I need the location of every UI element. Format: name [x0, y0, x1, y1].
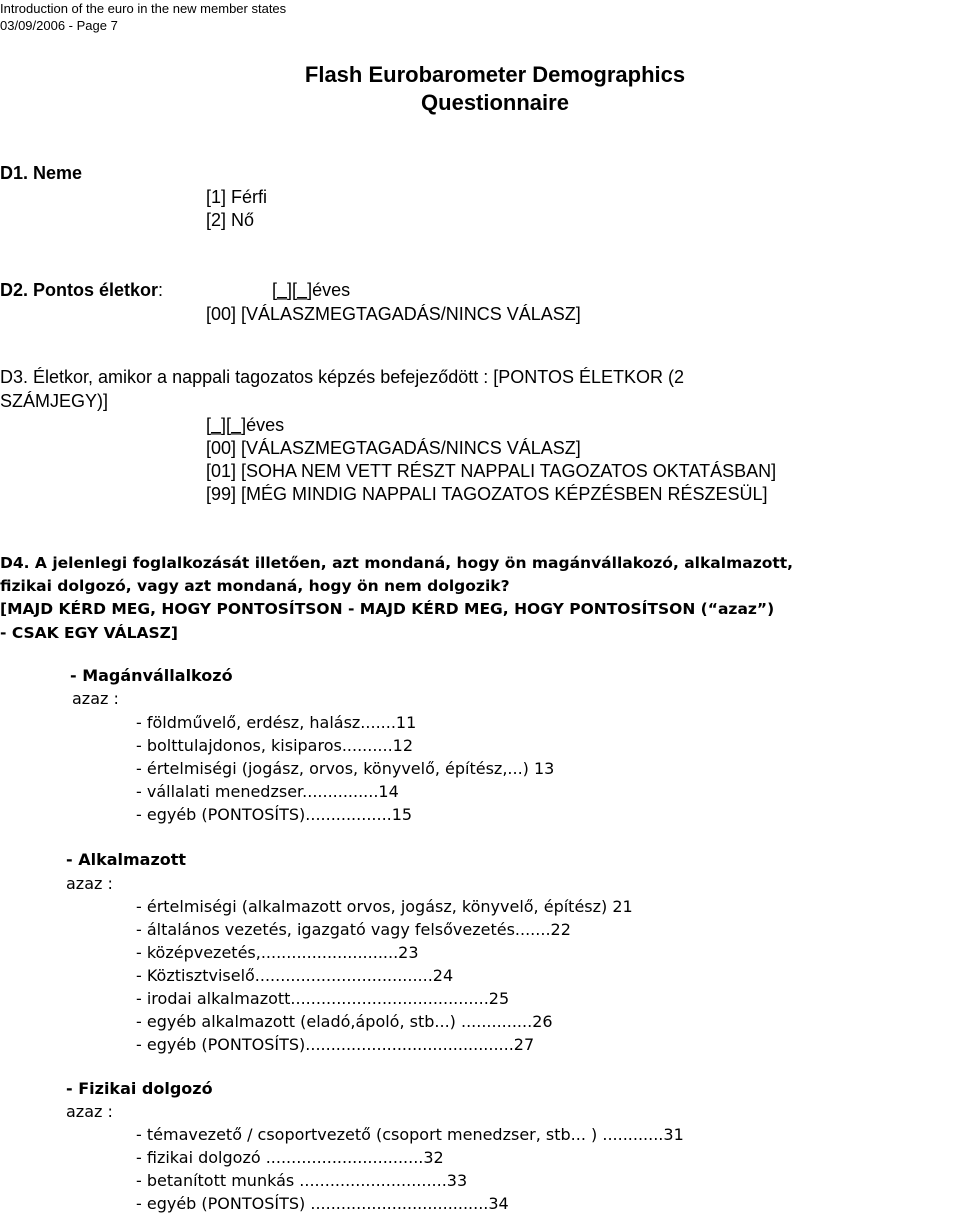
group-azaz-label: azaz : [66, 874, 113, 893]
option-13: - értelmiségi (jogász, orvos, könyvelő, építész,...) 13 [136, 759, 555, 778]
d1-label: D1. Neme [0, 163, 83, 183]
d2-age-field: [_][_]éves [272, 280, 351, 300]
d1-option-female: [2] Nő [206, 210, 255, 230]
group-azaz-label: azaz : [66, 1102, 113, 1121]
option-11: - földművelő, erdész, halász.......11 [136, 713, 417, 732]
date-and-page: 03/09/2006 - Page 7 [0, 18, 118, 33]
option-33: - betanított munkás .............................33 [136, 1171, 468, 1190]
d3-label-line1: D3. Életkor, amikor a nappali tagozatos képzés befejeződött : [PONTOS ÉLETKOR (2 [0, 367, 684, 387]
option-31: - témavezető / csoportvezető (csoport menedzser, stb... ) ............31 [136, 1125, 684, 1144]
d2-age-digit2: _ [297, 280, 308, 300]
group-heading-manual-worker: - Fizikai dolgozó [66, 1079, 213, 1098]
d4-instruction-line1: [MAJD KÉRD MEG, HOGY PONTOSÍTSON - MAJD KÉRD MEG, HOGY PONTOSÍTSON (“azaz”) [0, 600, 775, 618]
group-heading-self-employed: - Magánvállalkozó [70, 666, 233, 685]
page-title-line2: Questionnaire [421, 90, 569, 115]
option-34: - egyéb (PONTOSÍTS) ...................................34 [136, 1194, 509, 1213]
option-22: - általános vezetés, igazgató vagy felsővezetés.......22 [136, 920, 571, 939]
d3-age-field: [_][_]éves [206, 415, 285, 435]
d1-option-male: [1] Férfi [206, 187, 268, 207]
d2-refusal-option: [00] [VÁLASZMEGTAGADÁS/NINCS VÁLASZ] [206, 304, 581, 324]
document-header [0, 0, 286, 34]
option-27: - egyéb (PONTOSÍTS).........................................27 [136, 1035, 535, 1054]
option-21: - értelmiségi (alkalmazott orvos, jogász, könyvelő, építész) 21 [136, 897, 633, 916]
d3-label-line2: SZÁMJEGY)] [0, 391, 109, 411]
option-32: - fizikai dolgozó ...............................32 [136, 1148, 444, 1167]
option-24: - Köztisztviselő...................................24 [136, 966, 454, 985]
d2-question [0, 279, 163, 301]
d3-option-refusal: [00] [VÁLASZMEGTAGADÁS/NINCS VÁLASZ] [206, 438, 581, 458]
group-heading-employee: - Alkalmazott [66, 850, 187, 869]
document-title: Introduction of the euro in the new member states [0, 1, 287, 16]
option-25: - irodai alkalmazott.......................................25 [136, 989, 510, 1008]
d4-question-line2: fizikai dolgozó, vagy azt mondaná, hogy ön nem dolgozik? [0, 577, 510, 595]
d4-question-line1: D4. A jelenlegi foglalkozását illetően, azt mondaná, hogy ön magánvállakozó, alkalmazott, [0, 554, 794, 572]
option-23: - középvezetés,...........................23 [136, 943, 419, 962]
option-26: - egyéb alkalmazott (eladó,ápoló, stb...) ..............26 [136, 1012, 553, 1031]
option-14: - vállalati menedzser...............14 [136, 782, 399, 801]
group-azaz-label: azaz : [72, 689, 119, 708]
d4-instruction-line2: - CSAK EGY VÁLASZ] [0, 624, 178, 642]
d3-age-digit2: _ [231, 415, 242, 435]
d2-age-digit1: _ [277, 280, 288, 300]
option-12: - bolttulajdonos, kisiparos..........12 [136, 736, 414, 755]
d3-age-digit1: _ [211, 415, 222, 435]
d3-option-still-studying: [99] [MÉG MINDIG NAPPALI TAGOZATOS KÉPZÉSBEN RÉSZESÜL] [206, 484, 768, 504]
d2-label: D2. Pontos életkor [0, 280, 159, 300]
d3-option-never: [01] [SOHA NEM VETT RÉSZT NAPPALI TAGOZATOS OKTATÁSBAN] [206, 461, 777, 481]
option-15: - egyéb (PONTOSÍTS).................15 [136, 805, 413, 824]
d2-colon: : [158, 280, 164, 300]
page-title-line1: Flash Eurobarometer Demographics [304, 62, 686, 87]
